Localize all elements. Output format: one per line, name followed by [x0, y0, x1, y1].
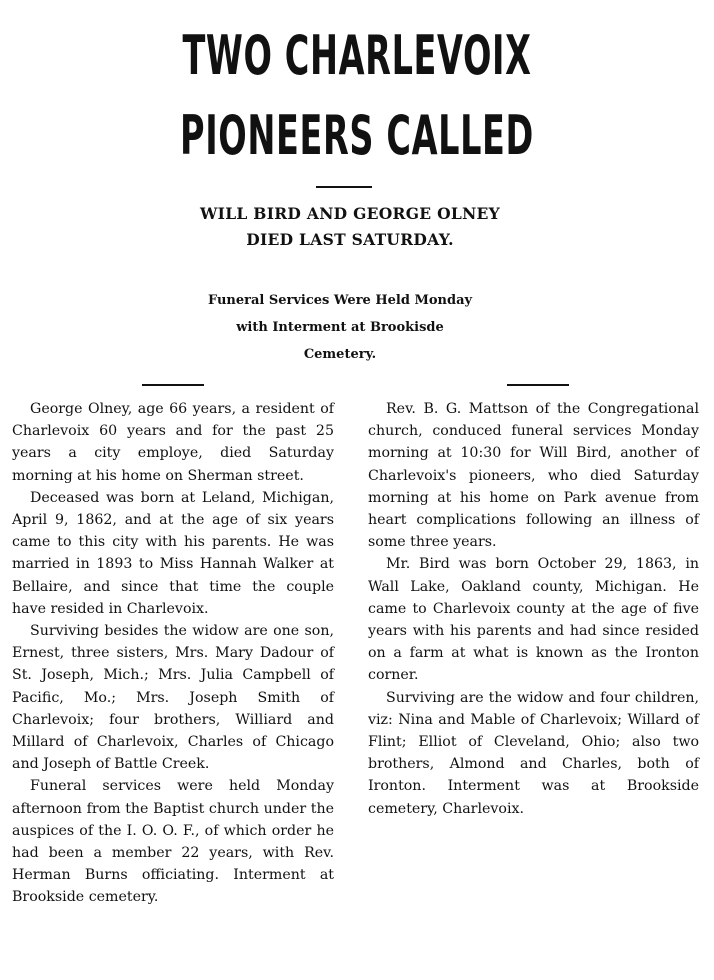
bird-paragraph-1: Rev. B. G. Mattson of the Congregational church, conduced funeral services Monday morning at 10:30 for Will Bird, another of Charlevoix's pioneers, who died Saturday morning at his home on Park avenue from heart complications following an illness of some three years.	[368, 401, 699, 551]
headline-line-1: TWO CHARLEVOIX	[182, 24, 532, 87]
subhead-line-1: WILL BIRD AND GEORGE OLNEY	[199, 204, 501, 223]
deck-line-3: Cemetery.	[303, 347, 377, 362]
article-column-left	[12, 398, 334, 909]
right-column-divider	[507, 384, 569, 386]
olney-paragraph-1: George Olney, age 66 years, a resident of Charlevoix 60 years and for the past 25 years a city employe, died Saturday morning at his home on Sherman street.	[12, 401, 334, 484]
olney-paragraph-3: Surviving besides the widow are one son, Ernest, three sisters, Mrs. Mary Dadour of St. Joseph, Mich.; Mrs. Julia Campbell of Pacific, Mo.; Mrs. Joseph Smith of Charlevoix; four brothers, Williard and Millard of Charlevoix, Charles of Chicago and Joseph of Battle Creek.	[12, 623, 334, 773]
olney-paragraph-4: Funeral services were held Monday afternoon from the Baptist church under the auspices of the I. O. O. F., of which order he had been a member 22 years, with Rev. Herman Burns officiating. Interment at Brookside cemetery.	[12, 778, 334, 906]
bird-paragraph-2: Mr. Bird was born October 29, 1863, in Wall Lake, Oakland county, Michigan. He came to Charlevoix county at the age of five years with his parents and had since resided on a farm at what is known as the Ironton corner.	[368, 556, 699, 684]
olney-paragraph-2: Deceased was born at Leland, Michigan, April 9, 1862, and at the age of six years came to this city with his parents. He was married in 1893 to Miss Hannah Walker at Bellaire, and since that time the couple have resided in Charlevoix.	[12, 489, 334, 617]
subhead-line-2: DIED LAST SATURDAY.	[246, 230, 454, 249]
deck-line-1: Funeral Services Were Held Monday	[207, 293, 473, 308]
headline-divider	[316, 186, 372, 188]
deck-line-2: with Interment at Brookisde	[236, 320, 444, 335]
bird-paragraph-3: Surviving are the widow and four children, viz: Nina and Mable of Charlevoix; Willard of Flint; Elliot of Cleveland, Ohio; also two brothers, Almond and Charles, both of Ironton. Interment was at Brookside cemetery, Charlevoix.	[368, 689, 699, 817]
article-column-right	[368, 398, 699, 820]
headline-line-2: PIONEERS CALLED	[180, 104, 534, 167]
left-column-divider	[142, 384, 204, 386]
